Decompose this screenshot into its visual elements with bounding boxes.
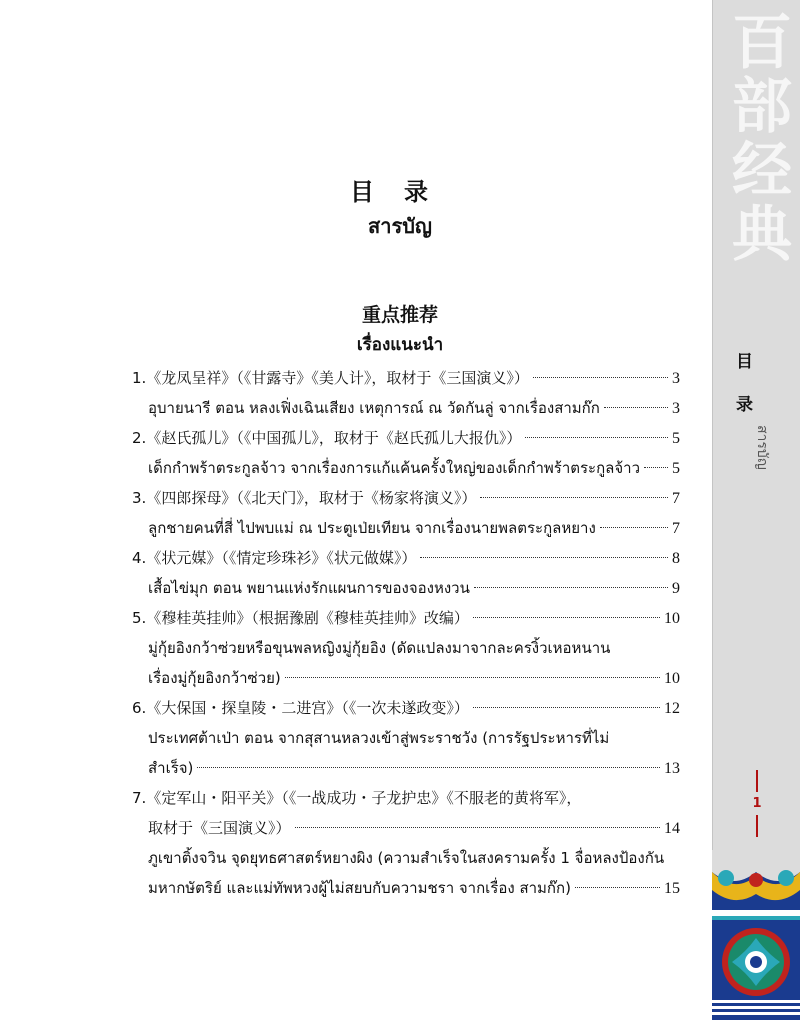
toc-entry-title-zh: 《状元媒》（《情定珍珠衫》《状元做媒》） <box>146 549 417 567</box>
toc-entry-th[interactable] <box>132 393 680 423</box>
page-title: 目录 <box>350 178 458 206</box>
toc-entry-title-zh: 《定军山・阳平关》（《一战成功・子龙护忠》《不服老的黄将军》， <box>146 789 582 807</box>
dot-leader <box>604 407 668 408</box>
toc-entry-title-th: เสื้อไข่มุก ตอน พยานแห่งรักแผนการของจองหงวน <box>148 579 470 597</box>
toc-entry-title-zh: 《龙凤呈祥》（《甘露寺》《美人计》，取材于《三国演义》） <box>146 369 529 387</box>
toc-entry-number: 3. <box>132 489 147 507</box>
toc-entry-title-zh: 取材于《三国演义》） <box>148 819 291 837</box>
toc-entry-title-zh: 《穆桂英挂帅》（根据豫剧《穆桂英挂帅》改编） <box>146 609 469 627</box>
toc-entry-title-th: เรื่องมู่กุ้ยอิงกว้าซ่วย) <box>148 669 281 687</box>
dot-leader <box>295 827 660 828</box>
toc-page-number: 15 <box>664 880 680 897</box>
dot-leader <box>420 557 668 558</box>
toc-entry-th[interactable] <box>132 573 680 603</box>
toc-page-number: 5 <box>672 430 680 447</box>
page-number <box>713 770 800 837</box>
dot-leader <box>197 767 660 768</box>
series-title-watermark: 百部经典 <box>722 10 792 266</box>
toc-entry-th-line[interactable]: ประเทศต้าเป่า ตอน จากสุสานหลวงเข้าสู่พระราชวัง (การรัฐประหารที่ไม่ <box>148 729 610 747</box>
section-heading: 重点推荐 <box>361 304 438 326</box>
toc-page-number: 10 <box>664 610 680 627</box>
toc-entry-number: 5. <box>132 609 147 627</box>
dot-leader <box>474 587 668 588</box>
dot-leader <box>473 617 660 618</box>
toc-page-number: 7 <box>672 490 680 507</box>
toc-list <box>132 363 680 903</box>
page-number-text: 1 <box>752 796 762 811</box>
toc-page-number: 14 <box>664 820 680 837</box>
dot-leader <box>285 677 660 678</box>
toc-entry-zh[interactable] <box>132 693 680 723</box>
toc-entry-title-zh: 《大保国・探皇陵・二进宫》（《一次未遂政变》） <box>146 699 469 717</box>
toc-entry-th-line[interactable]: มู่กุ้ยอิงกว้าซ่วยหรือขุนพลหญิงมู่กุ้ยอิง (ดัดแปลงมาจากละครงิ้วเหอหนาน <box>148 639 611 657</box>
toc-page-number: 12 <box>664 700 680 717</box>
dot-leader <box>533 377 668 378</box>
dot-leader <box>480 497 668 498</box>
toc-entry-zh-cont[interactable] <box>132 813 680 843</box>
toc-entry-th[interactable] <box>132 663 680 693</box>
side-toc-label: 目录 <box>732 352 752 438</box>
toc-entry-zh[interactable] <box>132 483 680 513</box>
toc-entry-title-zh: 《赵氏孤儿》（《中国孤儿》，取材于《赵氏孤儿大报仇》） <box>146 429 522 447</box>
toc-entry-title-th: อุบายนารี ตอน หลงเฟิ่งเฉินเสียง เหตุการณ์ ณ วัดกันลู่ จากเรื่องสามก๊ก <box>148 399 600 417</box>
toc-page-number: 3 <box>672 370 680 387</box>
toc-entry-title-zh: 《四郎探母》（《北天门》，取材于《杨家将演义》） <box>146 489 477 507</box>
toc-entry-zh[interactable] <box>132 603 680 633</box>
toc-entry-th[interactable] <box>132 453 680 483</box>
page-title-thai: สารบัญ <box>368 214 432 238</box>
toc-entry-title-th: เด็กกำพร้าตระกูลจ้าว จากเรื่องการแก้แค้นครั้งใหญ่ของเด็กกำพร้าตระกูลจ้าว <box>148 459 641 477</box>
toc-entry-title-th: มหากษัตริย์ และแม่ทัพหวงผู้ไม่สยบกับความชรา จากเรื่อง สามก๊ก) <box>148 879 571 897</box>
toc-page-number: 8 <box>672 550 680 567</box>
toc-page-number: 3 <box>672 400 680 417</box>
toc-entry-title-th: ลูกชายคนที่สี่ ไปพบแม่ ณ ประตูเป่ยเทียน จากเรื่องนายพลตระกูลหยาง <box>148 519 596 537</box>
toc-page-number: 5 <box>672 460 680 477</box>
toc-entry-th[interactable] <box>132 753 680 783</box>
toc-entry-number: 7. <box>132 789 147 807</box>
toc-page-number: 10 <box>664 670 680 687</box>
dot-leader <box>600 527 668 528</box>
toc-page-number: 13 <box>664 760 680 777</box>
dot-leader <box>644 467 668 468</box>
toc-entry-title-th: สำเร็จ) <box>148 759 194 777</box>
section-heading-thai: เรื่องแนะนำ <box>356 335 444 355</box>
toc-entry-zh[interactable] <box>132 783 680 813</box>
toc-entry-number: 1. <box>132 369 147 387</box>
toc-entry-zh[interactable] <box>132 363 680 393</box>
toc-entry-zh[interactable] <box>132 423 680 453</box>
dot-leader <box>575 887 660 888</box>
side-toc-label-thai: สารบัญ <box>754 425 770 470</box>
toc-page-number: 9 <box>672 580 680 597</box>
dot-leader <box>473 707 660 708</box>
page-number-rule-bottom <box>756 815 758 837</box>
toc-page-number: 7 <box>672 520 680 537</box>
toc-entry-th[interactable] <box>132 873 680 903</box>
decorative-ornament-icon <box>712 850 800 1020</box>
toc-entry-th[interactable] <box>132 513 680 543</box>
dot-leader <box>525 437 668 438</box>
toc-entry-number: 6. <box>132 699 147 717</box>
toc-entry-number: 4. <box>132 549 147 567</box>
toc-entry-number: 2. <box>132 429 147 447</box>
toc-entry-th-line[interactable]: ภูเขาติ้งจวิน จุดยุทธศาสตร์หยางผิง (ความสำเร็จในสงครามครั้ง 1 จื่อหลงป้องกัน <box>148 849 665 867</box>
toc-entry-title <box>132 363 529 393</box>
toc-entry-zh[interactable] <box>132 543 680 573</box>
page-number-rule-top <box>756 770 758 792</box>
